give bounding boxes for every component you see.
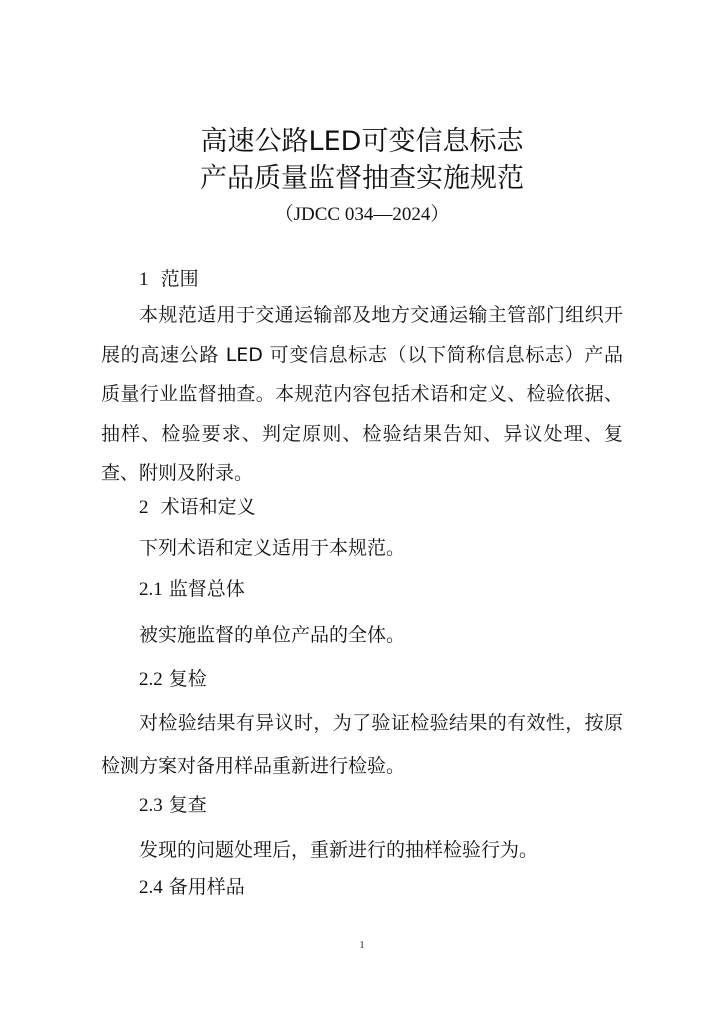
document-title-line1: 高速公路LED可变信息标志 <box>200 126 524 157</box>
term-2-4-number: 2.4 <box>139 877 163 898</box>
section-1-number: 1 <box>139 269 149 290</box>
section-2-intro: 下列术语和定义适用于本规范。 <box>139 537 406 559</box>
term-2-1-title: 监督总体 <box>168 578 245 600</box>
section-1-heading <box>139 266 199 293</box>
term-2-3-heading <box>139 792 207 819</box>
document-title-line2: 产品质量监督抽查实施规范 <box>200 163 524 194</box>
term-2-1-number: 2.1 <box>139 579 163 600</box>
term-2-2-body: 对检验结果有异议时，为了验证检验结果的有效性，按原检测方案对备用样品重新进行检验。 <box>101 712 623 777</box>
section-2-number: 2 <box>139 497 149 518</box>
term-2-3-number: 2.3 <box>139 795 163 816</box>
term-2-4-title: 备用样品 <box>168 876 245 898</box>
term-2-2-number: 2.2 <box>139 669 163 690</box>
section-1-title: 范围 <box>160 268 199 290</box>
term-2-3-title: 复查 <box>168 794 207 816</box>
term-2-4-heading <box>139 874 245 901</box>
term-2-3-body: 发现的问题处理后，重新进行的抽样检验行为。 <box>139 839 539 861</box>
term-2-2-title: 复检 <box>168 668 207 690</box>
section-2-heading <box>139 494 256 521</box>
term-2-1-heading <box>139 576 245 603</box>
section-2-title: 术语和定义 <box>160 496 256 518</box>
document-code: （JDCC 034—2024） <box>274 204 450 225</box>
section-1-body: 本规范适用于交通运输部及地方交通运输主管部门组织开展的高速公路 LED 可变信息标志（以下简称信息标志）产品质量行业监督抽查。本规范内容包括术语和定义、检验依据、抽样、检验要求、判定原则、检验结果告知、异议处理、复查、附则及附录。 <box>101 304 623 485</box>
page-number: 1 <box>359 939 365 951</box>
term-2-1-body: 被实施监督的单位产品的全体。 <box>139 624 406 646</box>
term-2-2-heading <box>139 666 207 693</box>
